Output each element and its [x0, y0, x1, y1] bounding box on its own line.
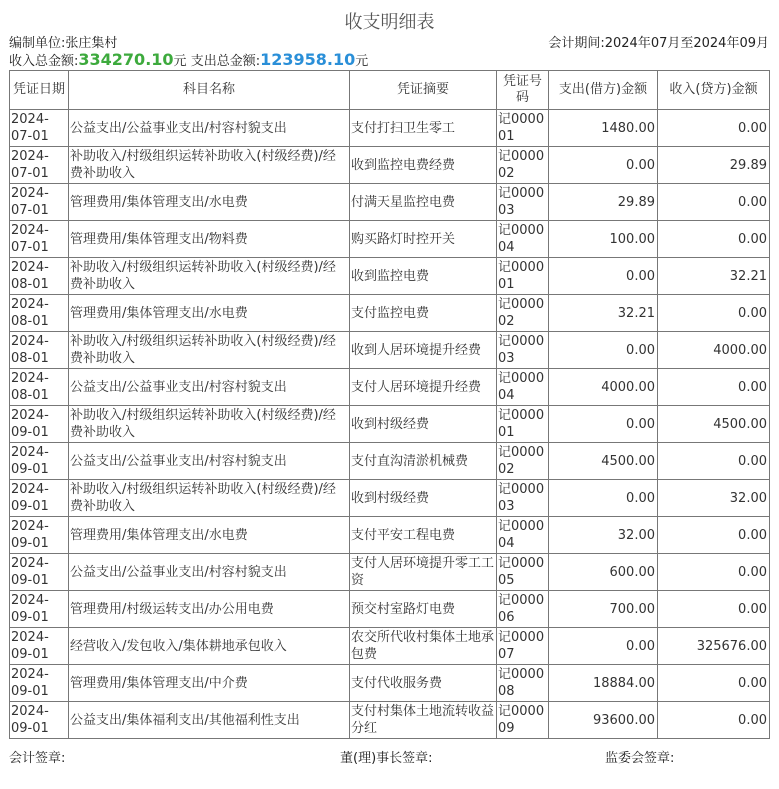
- cell-debit: 0.00: [549, 406, 658, 443]
- table-row: [10, 628, 770, 665]
- table-row: [10, 406, 770, 443]
- cell-subject: 公益支出/公益事业支出/村容村貌支出: [69, 443, 350, 480]
- expense-label: 支出总金额:: [190, 54, 261, 69]
- cell-code: 记000001: [497, 406, 549, 443]
- cell-debit: 0.00: [549, 147, 658, 184]
- expense-unit: 元: [355, 54, 369, 69]
- cell-debit: 32.00: [549, 517, 658, 554]
- cell-credit: 0.00: [658, 110, 770, 147]
- cell-summary: 支付直沟清淤机械费: [350, 443, 497, 480]
- cell-subject: 补助收入/村级组织运转补助收入(村级经费)/经费补助收入: [69, 406, 350, 443]
- cell-credit: 32.00: [658, 480, 770, 517]
- cell-debit: 4500.00: [549, 443, 658, 480]
- cell-code: 记000004: [497, 221, 549, 258]
- cell-date: 2024-07-01: [10, 221, 69, 258]
- cell-subject: 管理费用/集体管理支出/物料费: [69, 221, 350, 258]
- cell-subject: 补助收入/村级组织运转补助收入(村级经费)/经费补助收入: [69, 147, 350, 184]
- table-row: [10, 184, 770, 221]
- cell-date: 2024-09-01: [10, 702, 69, 739]
- cell-debit: 100.00: [549, 221, 658, 258]
- cell-subject: 补助收入/村级组织运转补助收入(村级经费)/经费补助收入: [69, 258, 350, 295]
- cell-credit: 0.00: [658, 369, 770, 406]
- cell-debit: 1480.00: [549, 110, 658, 147]
- cell-date: 2024-08-01: [10, 258, 69, 295]
- cell-code: 记000002: [497, 147, 549, 184]
- col-header-code: 凭证号码: [497, 71, 549, 110]
- cell-summary: 购买路灯时控开关: [350, 221, 497, 258]
- accountant-signature: 会计签章:: [9, 751, 66, 766]
- table-row: [10, 480, 770, 517]
- cell-credit: 0.00: [658, 221, 770, 258]
- cell-credit: 0.00: [658, 591, 770, 628]
- cell-summary: 支付代收服务费: [350, 665, 497, 702]
- cell-subject: 管理费用/集体管理支出/中介费: [69, 665, 350, 702]
- table-row: [10, 443, 770, 480]
- cell-date: 2024-07-01: [10, 184, 69, 221]
- table-row: [10, 295, 770, 332]
- cell-code: 记000009: [497, 702, 549, 739]
- cell-summary: 支付村集体土地流转收益分红: [350, 702, 497, 739]
- cell-code: 记000002: [497, 443, 549, 480]
- cell-date: 2024-07-01: [10, 110, 69, 147]
- cell-subject: 管理费用/集体管理支出/水电费: [69, 517, 350, 554]
- cell-code: 记000008: [497, 665, 549, 702]
- col-header-credit: 收入(贷方)金额: [658, 71, 770, 110]
- cell-summary: 收到村级经费: [350, 480, 497, 517]
- cell-credit: 32.21: [658, 258, 770, 295]
- cell-summary: 收到人居环境提升经费: [350, 332, 497, 369]
- unit-label: 编制单位:张庄集村: [9, 36, 118, 51]
- cell-summary: 支付平安工程电费: [350, 517, 497, 554]
- cell-summary: 支付人居环境提升零工工资: [350, 554, 497, 591]
- table-row: [10, 702, 770, 739]
- cell-date: 2024-09-01: [10, 554, 69, 591]
- table-row: [10, 258, 770, 295]
- cell-summary: 支付打扫卫生零工: [350, 110, 497, 147]
- cell-date: 2024-09-01: [10, 443, 69, 480]
- cell-date: 2024-09-01: [10, 628, 69, 665]
- table-row: [10, 369, 770, 406]
- cell-credit: 0.00: [658, 295, 770, 332]
- cell-subject: 公益支出/公益事业支出/村容村貌支出: [69, 554, 350, 591]
- cell-subject: 补助收入/村级组织运转补助收入(村级经费)/经费补助收入: [69, 332, 350, 369]
- cell-date: 2024-09-01: [10, 480, 69, 517]
- page-title: 收支明细表: [344, 12, 435, 33]
- period-label: 会计期间:2024年07月至2024年09月: [548, 36, 769, 51]
- cell-debit: 32.21: [549, 295, 658, 332]
- cell-date: 2024-09-01: [10, 517, 69, 554]
- cell-code: 记000003: [497, 480, 549, 517]
- cell-code: 记000003: [497, 332, 549, 369]
- chairman-signature: 董(理)事长签章:: [340, 751, 433, 766]
- cell-subject: 补助收入/村级组织运转补助收入(村级经费)/经费补助收入: [69, 480, 350, 517]
- cell-credit: 0.00: [658, 443, 770, 480]
- col-header-date: 凭证日期: [10, 71, 69, 110]
- table-row: [10, 591, 770, 628]
- cell-credit: 325676.00: [658, 628, 770, 665]
- table-row: [10, 517, 770, 554]
- cell-debit: 18884.00: [549, 665, 658, 702]
- income-total: 334270.10: [78, 50, 174, 69]
- cell-summary: 收到村级经费: [350, 406, 497, 443]
- cell-debit: 0.00: [549, 628, 658, 665]
- income-unit: 元: [173, 54, 187, 69]
- cell-summary: 预交村室路灯电费: [350, 591, 497, 628]
- cell-date: 2024-08-01: [10, 332, 69, 369]
- cell-debit: 0.00: [549, 332, 658, 369]
- cell-summary: 支付监控电费: [350, 295, 497, 332]
- cell-credit: 0.00: [658, 517, 770, 554]
- cell-subject: 管理费用/集体管理支出/水电费: [69, 184, 350, 221]
- cell-subject: 公益支出/集体福利支出/其他福利性支出: [69, 702, 350, 739]
- cell-debit: 600.00: [549, 554, 658, 591]
- table-row: [10, 147, 770, 184]
- cell-debit: 4000.00: [549, 369, 658, 406]
- cell-date: 2024-07-01: [10, 147, 69, 184]
- table-row: [10, 221, 770, 258]
- cell-debit: 29.89: [549, 184, 658, 221]
- income-label: 收入总金额:: [9, 54, 79, 69]
- cell-summary: 付满天星监控电费: [350, 184, 497, 221]
- table-header-row: [10, 71, 770, 110]
- cell-debit: 700.00: [549, 591, 658, 628]
- cell-date: 2024-09-01: [10, 665, 69, 702]
- cell-credit: 29.89: [658, 147, 770, 184]
- cell-code: 记000001: [497, 110, 549, 147]
- cell-subject: 公益支出/公益事业支出/村容村貌支出: [69, 110, 350, 147]
- totals-line: [9, 50, 769, 69]
- cell-credit: 0.00: [658, 665, 770, 702]
- cell-debit: 0.00: [549, 480, 658, 517]
- cell-code: 记000007: [497, 628, 549, 665]
- ledger-table: [9, 70, 770, 739]
- table-body: [10, 110, 770, 739]
- cell-credit: 4500.00: [658, 406, 770, 443]
- table-row: [10, 332, 770, 369]
- cell-date: 2024-09-01: [10, 406, 69, 443]
- table-row: [10, 665, 770, 702]
- cell-date: 2024-09-01: [10, 591, 69, 628]
- cell-subject: 公益支出/公益事业支出/村容村貌支出: [69, 369, 350, 406]
- cell-credit: 0.00: [658, 184, 770, 221]
- cell-summary: 收到监控电费: [350, 258, 497, 295]
- cell-summary: 收到监控电费经费: [350, 147, 497, 184]
- cell-credit: 0.00: [658, 554, 770, 591]
- cell-credit: 4000.00: [658, 332, 770, 369]
- cell-code: 记000006: [497, 591, 549, 628]
- cell-code: 记000005: [497, 554, 549, 591]
- table-row: [10, 554, 770, 591]
- table-row: [10, 110, 770, 147]
- col-header-subject: 科目名称: [69, 71, 350, 110]
- col-header-debit: 支出(借方)金额: [549, 71, 658, 110]
- cell-summary: 农交所代收村集体土地承包费: [350, 628, 497, 665]
- cell-subject: 管理费用/村级运转支出/办公用电费: [69, 591, 350, 628]
- cell-code: 记000003: [497, 184, 549, 221]
- header-info: [9, 32, 769, 50]
- cell-credit: 0.00: [658, 702, 770, 739]
- cell-date: 2024-08-01: [10, 295, 69, 332]
- cell-code: 记000004: [497, 517, 549, 554]
- cell-code: 记000001: [497, 258, 549, 295]
- cell-debit: 0.00: [549, 258, 658, 295]
- cell-code: 记000004: [497, 369, 549, 406]
- cell-subject: 管理费用/集体管理支出/水电费: [69, 295, 350, 332]
- cell-summary: 支付人居环境提升经费: [350, 369, 497, 406]
- cell-code: 记000002: [497, 295, 549, 332]
- supervisor-signature: 监委会签章:: [605, 751, 675, 766]
- cell-date: 2024-08-01: [10, 369, 69, 406]
- cell-subject: 经营收入/发包收入/集体耕地承包收入: [69, 628, 350, 665]
- expense-total: 123958.10: [260, 50, 356, 69]
- col-header-summary: 凭证摘要: [350, 71, 497, 110]
- cell-debit: 93600.00: [549, 702, 658, 739]
